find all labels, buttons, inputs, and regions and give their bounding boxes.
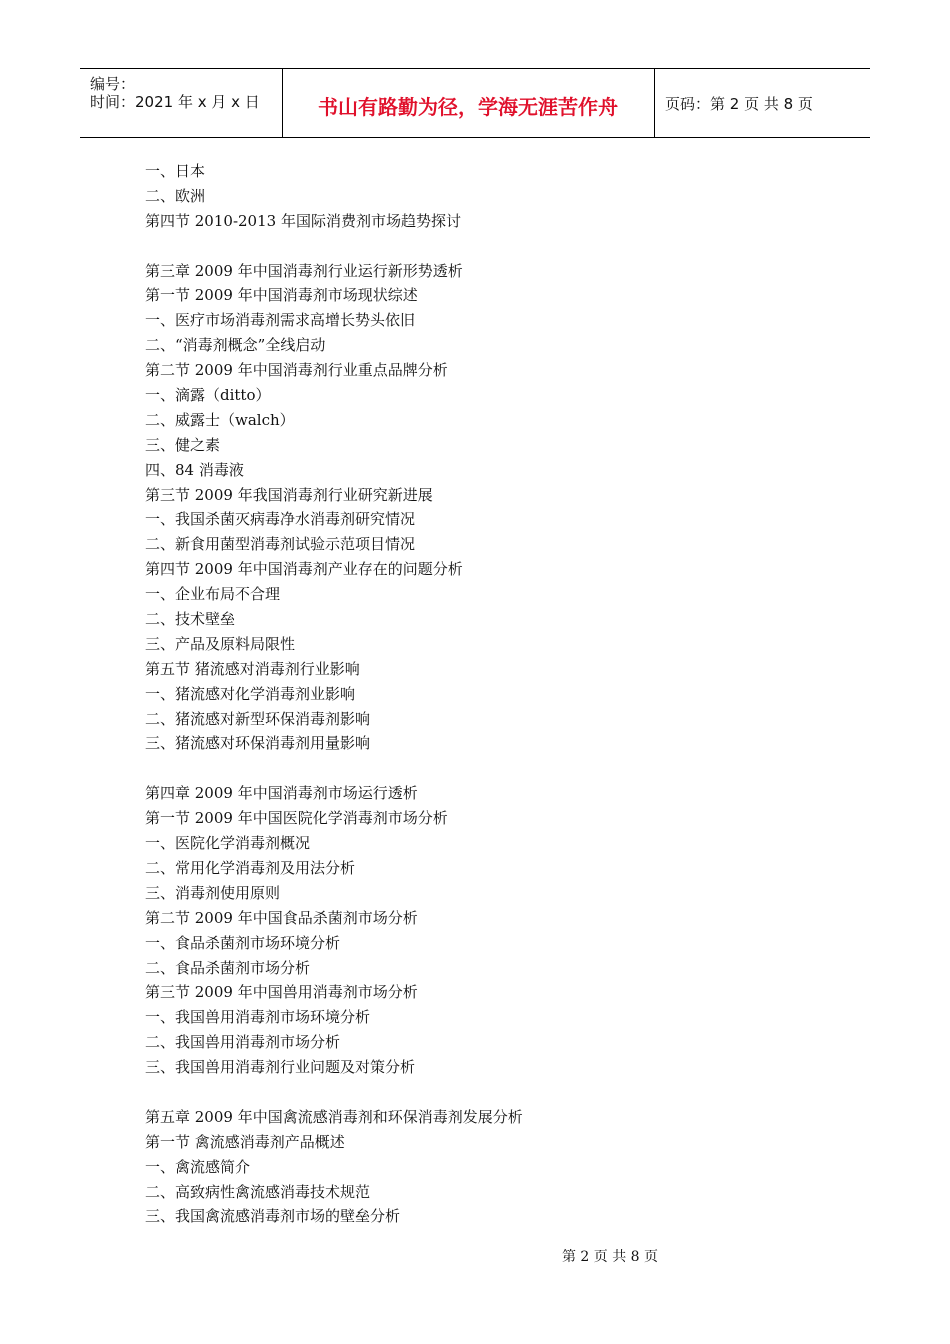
toc-line: 一、企业布局不合理 bbox=[145, 585, 281, 604]
toc-line: 第二节 2009 年中国食品杀菌剂市场分析 bbox=[145, 908, 418, 927]
toc-line: 一、医院化学消毒剂概况 bbox=[145, 834, 311, 853]
toc-line: 一、猪流感对化学消毒剂业影响 bbox=[145, 684, 356, 703]
toc-line: 第一节 2009 年中国医院化学消毒剂市场分析 bbox=[145, 809, 448, 828]
toc-line: 第五节 猪流感对消毒剂行业影响 bbox=[145, 659, 360, 678]
toc-line: 三、猪流感对环保消毒剂用量影响 bbox=[145, 734, 371, 753]
table-of-contents bbox=[145, 159, 845, 1229]
toc-line: 二、新食用菌型消毒剂试验示范项目情况 bbox=[145, 535, 416, 554]
header-left-cell bbox=[80, 69, 283, 137]
toc-blank-line bbox=[145, 1080, 845, 1105]
toc-line: 第三节 2009 年我国消毒剂行业研究新进展 bbox=[145, 485, 433, 504]
toc-blank-line bbox=[145, 234, 845, 259]
toc-line: 第三节 2009 年中国兽用消毒剂市场分析 bbox=[145, 983, 418, 1002]
toc-line: 二、高致病性禽流感消毒技术规范 bbox=[145, 1182, 371, 1201]
toc-line: 一、医疗市场消毒剂需求高增长势头依旧 bbox=[145, 311, 416, 330]
toc-line: 一、禽流感简介 bbox=[145, 1157, 251, 1176]
toc-line: 第三章 2009 年中国消毒剂行业运行新形势透析 bbox=[145, 261, 463, 280]
page-header bbox=[80, 68, 870, 138]
toc-line: 三、我国禽流感消毒剂市场的壁垒分析 bbox=[145, 1207, 401, 1226]
header-page-info: 页码：第 2 页 共 8 页 bbox=[665, 95, 813, 113]
toc-line: 第四节 2010-2013 年国际消费剂市场趋势探讨 bbox=[145, 211, 461, 230]
toc-line: 二、我国兽用消毒剂市场分析 bbox=[145, 1033, 341, 1052]
document-number-label: 编号： bbox=[90, 75, 136, 93]
toc-line: 第一节 2009 年中国消毒剂市场现状综述 bbox=[145, 286, 418, 305]
header-motto: 书山有路勤为径，学海无涯苦作舟 bbox=[318, 95, 618, 119]
toc-line: 二、“消毒剂概念”全线启动 bbox=[145, 336, 326, 355]
header-right-cell bbox=[655, 69, 870, 137]
toc-line: 二、常用化学消毒剂及用法分析 bbox=[145, 858, 356, 877]
toc-line: 一、我国兽用消毒剂市场环境分析 bbox=[145, 1008, 371, 1027]
toc-line: 二、威露士（walch） bbox=[145, 410, 295, 429]
toc-line: 第四章 2009 年中国消毒剂市场运行透析 bbox=[145, 784, 418, 803]
toc-line: 三、健之素 bbox=[145, 435, 221, 454]
toc-line: 二、猪流感对新型环保消毒剂影响 bbox=[145, 709, 371, 728]
toc-line: 四、84 消毒液 bbox=[145, 460, 244, 479]
toc-line: 二、技术壁垒 bbox=[145, 610, 236, 629]
toc-line: 第四节 2009 年中国消毒剂产业存在的问题分析 bbox=[145, 560, 463, 579]
toc-line: 第五章 2009 年中国禽流感消毒剂和环保消毒剂发展分析 bbox=[145, 1107, 523, 1126]
header-motto-cell bbox=[282, 69, 655, 137]
toc-line: 二、欧洲 bbox=[145, 186, 206, 205]
page-footer: 第 2 页 共 8 页 bbox=[561, 1249, 659, 1265]
toc-line: 一、滴露（ditto） bbox=[145, 386, 271, 405]
toc-line: 二、食品杀菌剂市场分析 bbox=[145, 958, 311, 977]
toc-line: 三、消毒剂使用原则 bbox=[145, 883, 281, 902]
toc-line: 三、产品及原料局限性 bbox=[145, 634, 296, 653]
toc-line: 三、我国兽用消毒剂行业问题及对策分析 bbox=[145, 1058, 416, 1077]
toc-line: 一、食品杀菌剂市场环境分析 bbox=[145, 933, 341, 952]
toc-line: 一、日本 bbox=[145, 162, 206, 180]
toc-line: 第一节 禽流感消毒剂产品概述 bbox=[145, 1132, 345, 1151]
document-time-label: 时间：2021 年 x 月 x 日 bbox=[90, 93, 260, 111]
toc-blank-line bbox=[145, 756, 845, 781]
toc-line: 一、我国杀菌灭病毒净水消毒剂研究情况 bbox=[145, 510, 416, 529]
toc-line: 第二节 2009 年中国消毒剂行业重点品牌分析 bbox=[145, 361, 448, 380]
